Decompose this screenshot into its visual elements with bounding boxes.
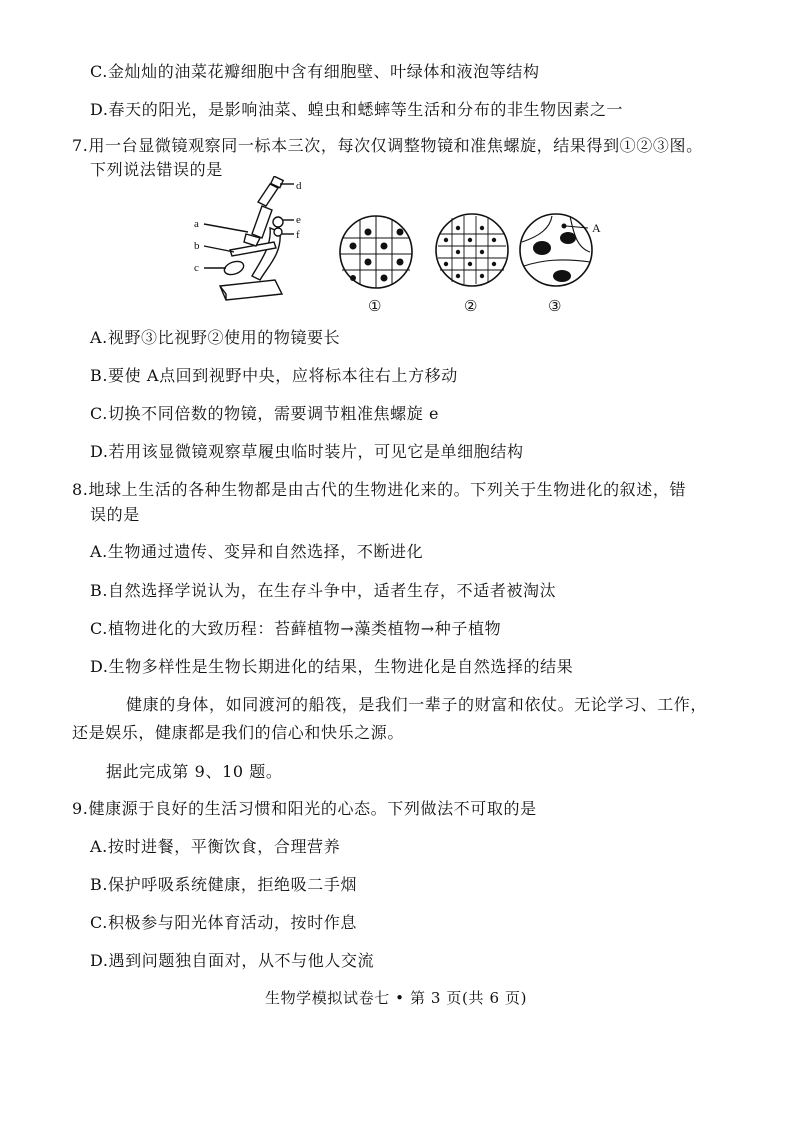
- label-b: b: [194, 240, 200, 252]
- q8-stem-line1: 8.地球上生活的各种生物都是由古代的生物进化来的。下列关于生物进化的叙述，错: [72, 480, 687, 499]
- q8-option-b: B.自然选择学说认为，在生存斗争中，适者生存，不适者被淘汰: [90, 581, 557, 600]
- page-footer: 生物学模拟试卷七 • 第 3 页(共 6 页): [264, 989, 528, 1007]
- view-label-3: ③: [548, 297, 562, 315]
- label-a: a: [194, 218, 199, 230]
- q7-figure: [190, 176, 610, 316]
- label-f: f: [296, 229, 300, 241]
- view-label-2: ②: [464, 297, 478, 315]
- q9-option-a: A.按时进餐，平衡饮食，合理营养: [90, 837, 341, 856]
- label-d: d: [296, 180, 302, 192]
- q8-option-c: C.植物进化的大致历程：苔藓植物→藻类植物→种子植物: [90, 619, 502, 638]
- q8-stem-line2: 误的是: [90, 505, 140, 524]
- q9-option-c: C.积极参与阳光体育活动，按时作息: [90, 913, 357, 932]
- passage-line1: 健康的身体，如同渡河的船筏，是我们一辈子的财富和依仗。无论学习、工作，: [126, 695, 708, 714]
- passage-line2: 还是娱乐，健康都是我们的信心和快乐之源。: [72, 723, 405, 742]
- q9-option-d: D.遇到问题独自面对，从不与他人交流: [90, 951, 375, 970]
- microscope-drawing: [204, 176, 294, 300]
- q7-option-d: D.若用该显微镜观察草履虫临时装片，可见它是单细胞结构: [90, 442, 524, 461]
- q7-stem-line2: 下列说法错误的是: [90, 160, 223, 179]
- q8-option-d: D.生物多样性是生物长期进化的结果，生物进化是自然选择的结果: [90, 657, 574, 676]
- q9-stem: 9.健康源于良好的生活习惯和阳光的心态。下列做法不可取的是: [72, 799, 537, 818]
- field-of-view-2: [436, 214, 508, 286]
- q6-option-c: C.金灿灿的油菜花瓣细胞中含有细胞壁、叶绿体和液泡等结构: [90, 62, 540, 81]
- label-c: c: [194, 262, 199, 274]
- label-point-a: A: [592, 221, 601, 235]
- passage-instruction: 据此完成第 9、10 题。: [106, 762, 283, 781]
- microscope-and-fields-illustration: [190, 176, 610, 316]
- q7-option-a: A.视野③比视野②使用的物镜要长: [90, 328, 341, 347]
- q7-option-c: C.切换不同倍数的物镜，需要调节粗准焦螺旋 e: [90, 404, 440, 423]
- view-label-1: ①: [368, 297, 382, 315]
- q7-stem-line1: 7.用一台显微镜观察同一标本三次，每次仅调整物镜和准焦螺旋，结果得到①②③图。: [72, 136, 703, 155]
- field-of-view-3: [520, 214, 592, 286]
- label-e: e: [296, 214, 301, 226]
- q9-option-b: B.保护呼吸系统健康，拒绝吸二手烟: [90, 875, 358, 894]
- q6-option-d: D.春天的阳光，是影响油菜、蝗虫和蟋蟀等生活和分布的非生物因素之一: [90, 100, 624, 119]
- q7-option-b: B.要使 A点回到视野中央，应将标本往右上方移动: [90, 366, 458, 385]
- q8-option-a: A.生物通过遗传、变异和自然选择，不断进化: [90, 542, 424, 561]
- field-of-view-1: [340, 216, 412, 288]
